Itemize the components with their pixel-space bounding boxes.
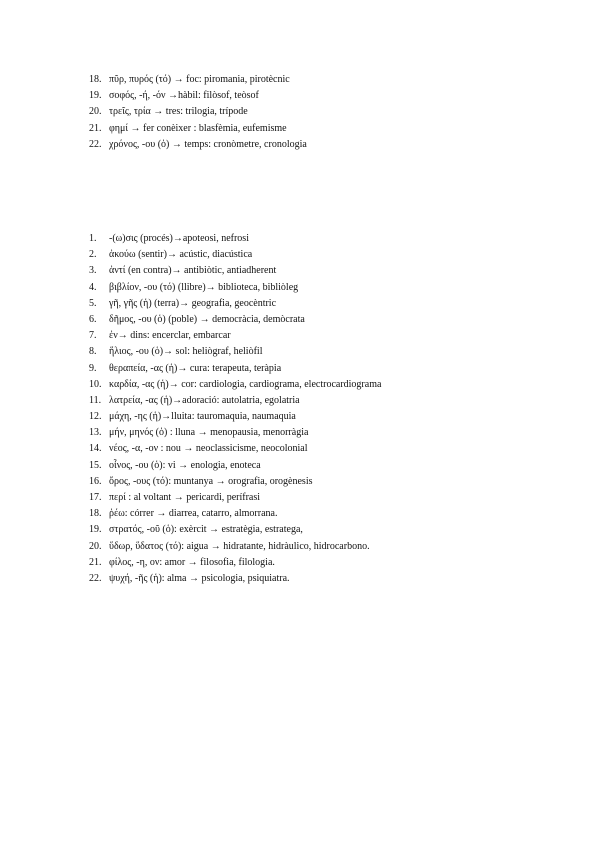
item-text: θεραπεία, -ας (ἡ)→ cura: terapeuta, teràpia bbox=[109, 362, 282, 374]
item-number: 1. bbox=[89, 233, 97, 244]
item-number: 16. bbox=[89, 475, 102, 487]
list-item bbox=[89, 539, 381, 555]
item-text: γῆ, γῆς (ἡ) (terra)→ geografia, geocèntric bbox=[109, 297, 277, 309]
item-text: πῦρ, πυρός (τό) → foc: piromania, pirotècnic bbox=[109, 74, 290, 85]
item-number: 20. bbox=[89, 106, 102, 118]
item-number: 20. bbox=[89, 540, 102, 552]
item-number: 22. bbox=[89, 572, 102, 584]
item-number: 11. bbox=[89, 394, 102, 406]
item-text: περί : al voltant → pericardi, perífrasi bbox=[109, 492, 261, 503]
item-text: -(ω)σις (procés)→apoteosi, nefrosi bbox=[109, 233, 249, 244]
list-item bbox=[89, 280, 381, 296]
item-text: λατρεία, -ας (ἡ)→adoració: autolatria, egolatria bbox=[109, 394, 300, 406]
list-item bbox=[89, 231, 381, 247]
list-item bbox=[89, 377, 381, 393]
item-number: 3. bbox=[89, 265, 97, 277]
list-item bbox=[89, 409, 381, 425]
item-number: 18. bbox=[89, 508, 102, 520]
list-item bbox=[89, 506, 381, 522]
item-text: ἀκούω (sentir)→ acústic, diacústica bbox=[109, 249, 253, 261]
item-text: ἀντί (en contra)→ antibiòtic, antiadherent bbox=[109, 265, 277, 277]
list-item bbox=[89, 490, 381, 506]
item-number: 19. bbox=[89, 90, 102, 102]
item-number: 13. bbox=[89, 427, 102, 439]
list-item bbox=[89, 88, 307, 104]
item-text: ἥλιος, -ου (ὁ)→ sol: heliògraf, heliòfil bbox=[109, 346, 263, 358]
item-text: ῥέω: córrer → diarrea, catarro, almorrana. bbox=[109, 508, 278, 520]
etymology-list-continued bbox=[89, 72, 307, 153]
item-text: καρδία, -ας (ἡ)→ cor: cardiologia, cardiograma, electrocardiograma bbox=[109, 378, 382, 390]
item-text: μάχη, -ης (ἡ)→lluita: tauromaquia, naumaquia bbox=[109, 411, 296, 423]
item-number: 18. bbox=[89, 74, 102, 85]
item-number: 10. bbox=[89, 378, 102, 390]
list-item bbox=[89, 441, 381, 457]
item-number: 2. bbox=[89, 249, 97, 261]
list-item bbox=[89, 522, 381, 538]
item-text: ψυχή, -ῆς (ἡ): alma → psicologia, psiquiatra. bbox=[109, 572, 290, 584]
item-text: σοφός, -ή, -όν →hàbil: filòsof, teòsof bbox=[109, 90, 259, 102]
item-number: 9. bbox=[89, 362, 97, 374]
item-number: 17. bbox=[89, 492, 102, 503]
list-item bbox=[89, 328, 381, 344]
list-item bbox=[89, 263, 381, 279]
item-number: 12. bbox=[89, 411, 102, 423]
item-number: 14. bbox=[89, 443, 102, 455]
item-number: 21. bbox=[89, 556, 102, 568]
item-text: χρόνος, -ου (ὁ) → temps: cronòmetre, cronologia bbox=[109, 138, 307, 150]
item-text: δῆμος, -ου (ὁ) (poble) → democràcia, demòcrata bbox=[109, 313, 305, 325]
item-text: φημί → fer conèixer : blasfèmia, eufemisme bbox=[109, 122, 287, 134]
list-item bbox=[89, 344, 381, 360]
item-text: φίλος, -η, ον: amor → filosofia, filologia. bbox=[109, 556, 275, 568]
list-item bbox=[89, 247, 381, 263]
item-number: 8. bbox=[89, 346, 97, 358]
item-number: 4. bbox=[89, 281, 97, 293]
item-number: 6. bbox=[89, 313, 97, 325]
item-text: ὕδωρ, ὕδατος (τό): aigua → hidratante, hidràulico, hidrocarbono. bbox=[109, 540, 370, 552]
item-text: τρεῖς, τρία → tres: trilogia, trípode bbox=[109, 106, 248, 118]
list-item bbox=[89, 555, 381, 571]
item-text: νέος, -α, -ον : nou → neoclassicisme, neocolonial bbox=[109, 443, 308, 455]
list-item bbox=[89, 474, 381, 490]
item-number: 19. bbox=[89, 524, 102, 536]
list-item bbox=[89, 361, 381, 377]
item-text: οἶνος, -ου (ὁ): vi → enologia, enoteca bbox=[109, 459, 261, 471]
list-item bbox=[89, 296, 381, 312]
list-item bbox=[89, 104, 307, 120]
list-item bbox=[89, 72, 307, 88]
item-number: 5. bbox=[89, 297, 97, 309]
list-item bbox=[89, 137, 307, 153]
item-number: 21. bbox=[89, 122, 102, 134]
list-item bbox=[89, 571, 381, 587]
list-item bbox=[89, 458, 381, 474]
item-text: βιβλίον, -ου (τό) (llibre)→ biblioteca, bibliòleg bbox=[109, 281, 299, 293]
list-item bbox=[89, 312, 381, 328]
item-number: 7. bbox=[89, 330, 97, 342]
item-number: 15. bbox=[89, 459, 102, 471]
item-text: ὄρος, -ους (τό): muntanya → orografia, orogènesis bbox=[109, 475, 313, 487]
list-item bbox=[89, 425, 381, 441]
etymology-list-main bbox=[89, 231, 381, 587]
item-text: μήν, μηνός (ὁ) : lluna → menopausia, menorràgia bbox=[109, 427, 309, 439]
item-number: 22. bbox=[89, 138, 102, 150]
item-text: στρατός, -οῦ (ὁ): exèrcit → estratègia, estratega, bbox=[109, 524, 303, 536]
item-text: ἐν→ dins: encerclar, embarcar bbox=[109, 330, 231, 342]
list-item bbox=[89, 121, 307, 137]
list-item bbox=[89, 393, 381, 409]
